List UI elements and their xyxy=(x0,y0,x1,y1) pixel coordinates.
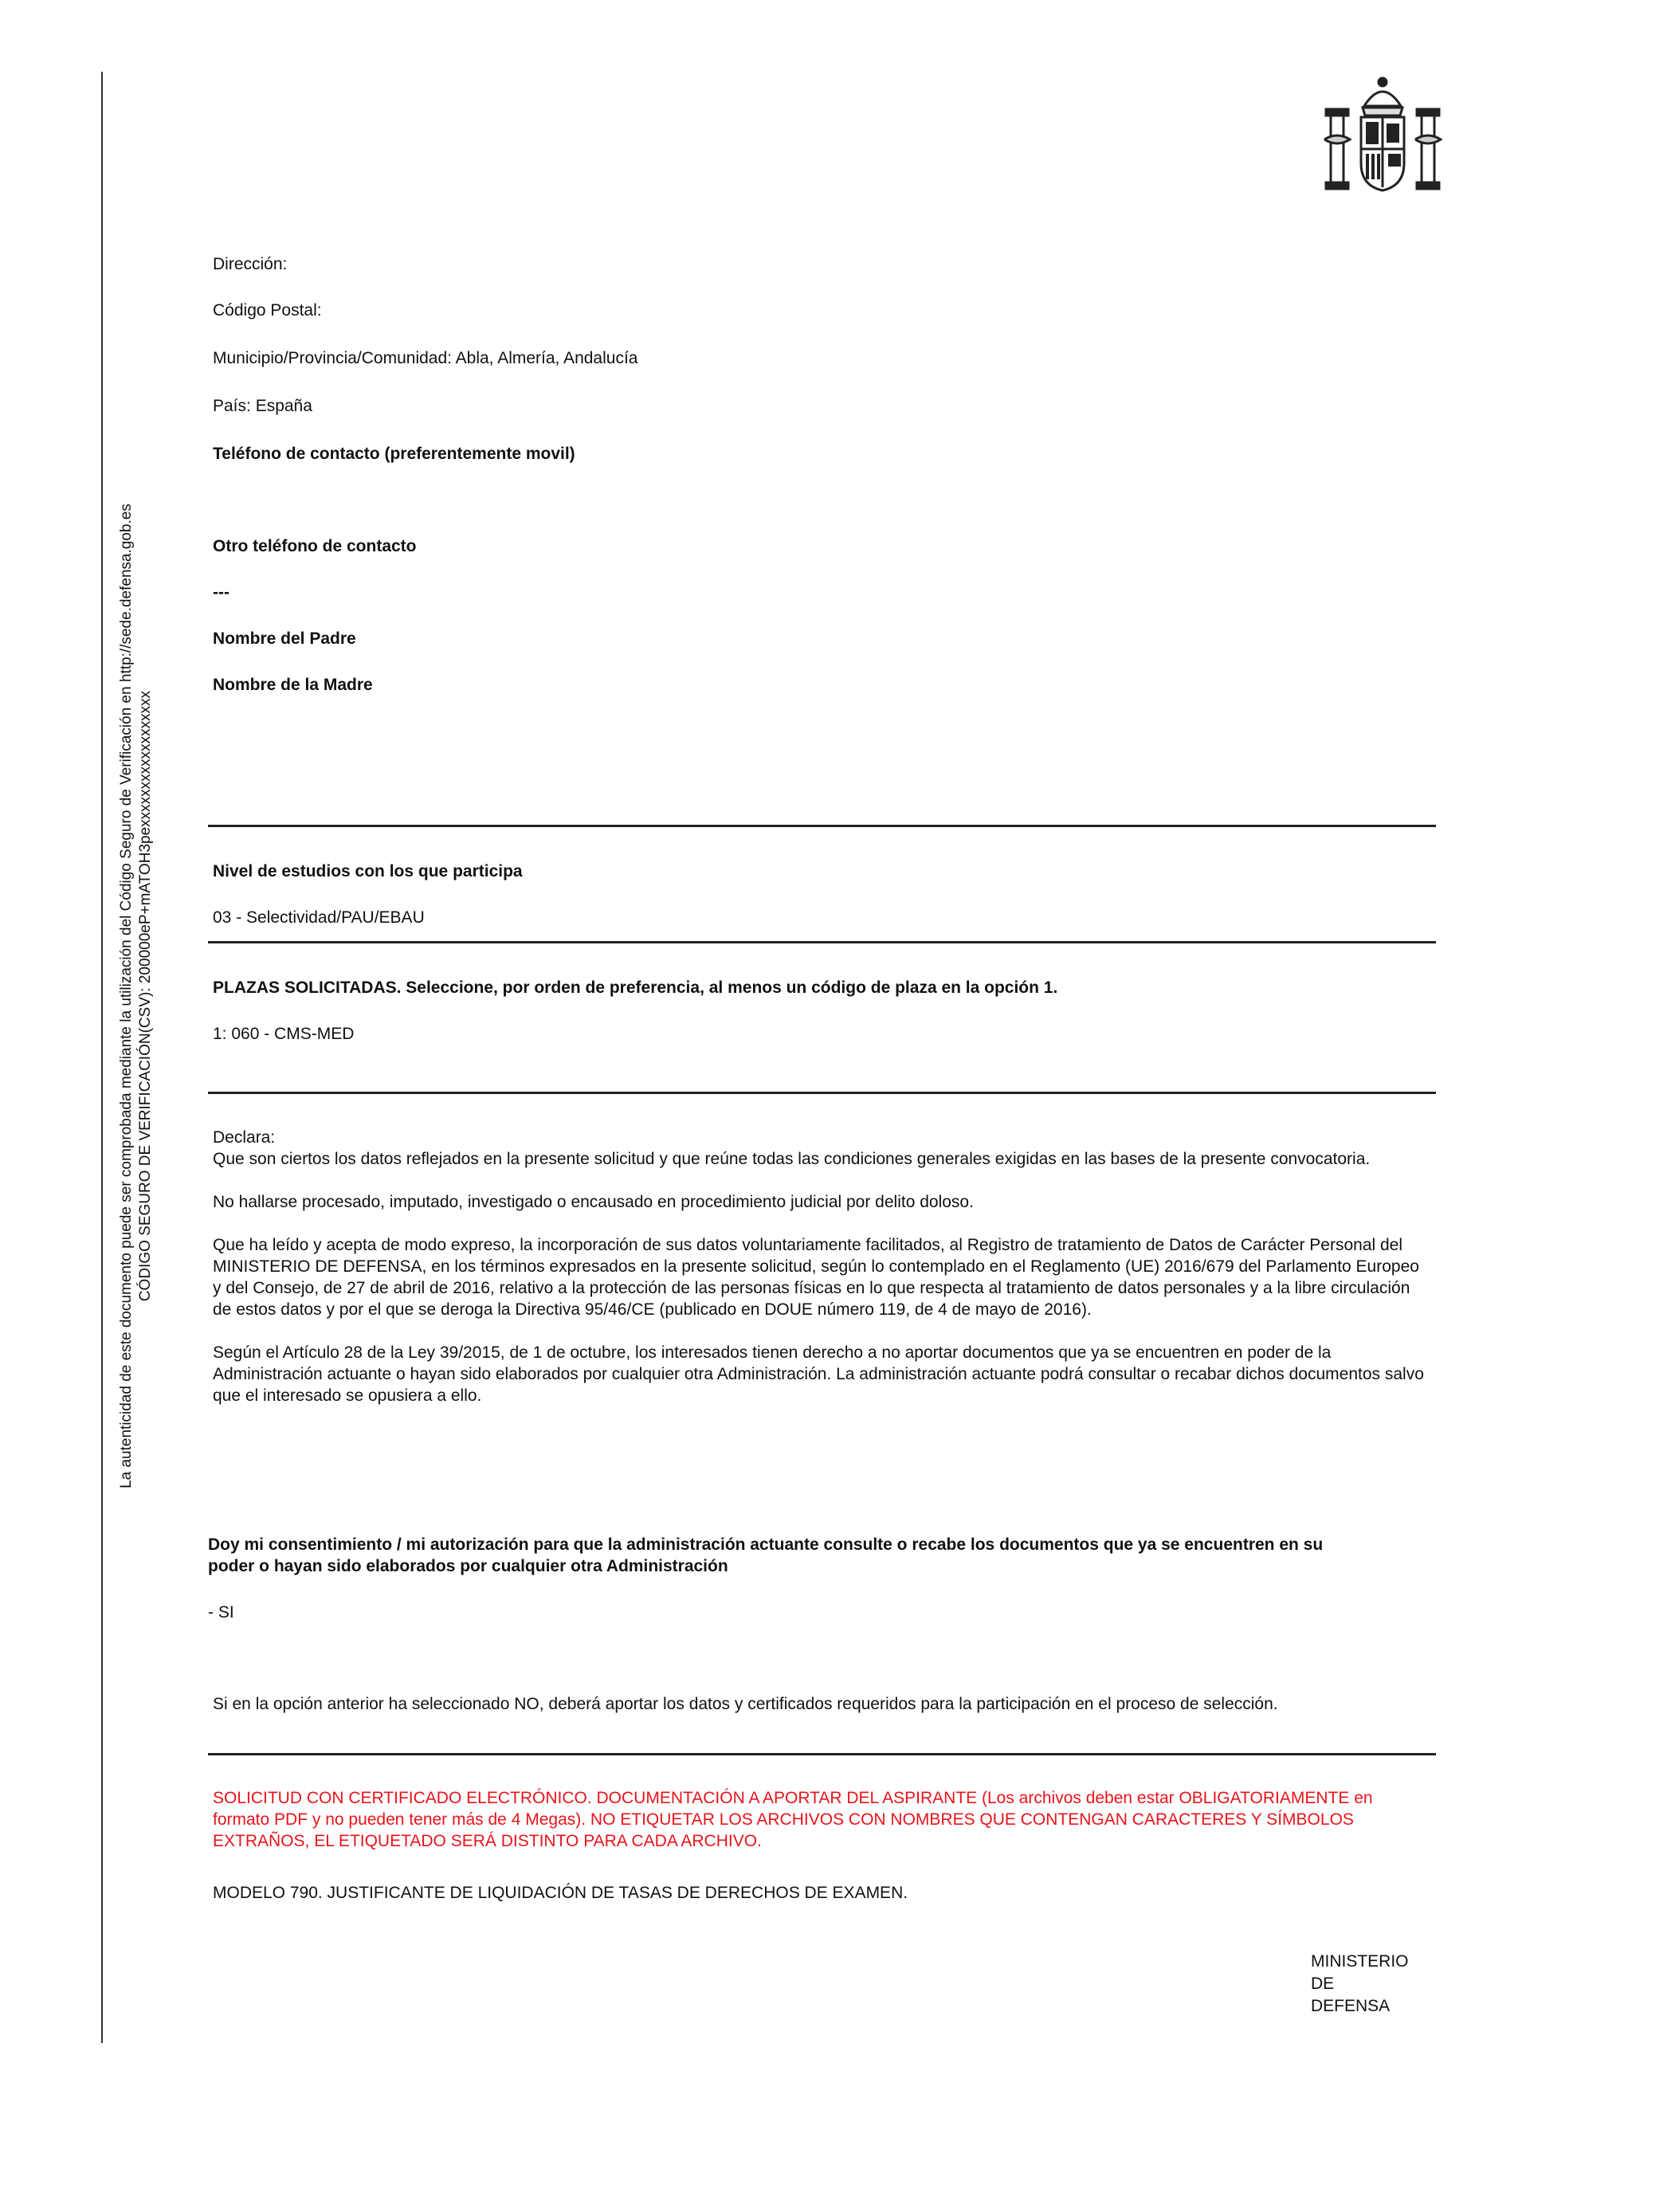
otro-telefono-label: Otro teléfono de contacto xyxy=(213,537,417,555)
verification-note-line2: CÓDIGO SEGURO DE VERIFICACIÓN(CSV): 200000eP+mATOH3pexxxxxxxxxxxxxxxxxx xyxy=(137,690,154,1302)
declara-title: Declara: xyxy=(213,1128,276,1147)
verification-note xyxy=(117,319,155,1673)
direccion-label: Dirección: xyxy=(213,255,288,273)
pais-value: País: España xyxy=(213,397,312,415)
padre-label: Nombre del Padre xyxy=(213,629,356,648)
estudios-value: 03 - Selectividad/PAU/EBAU xyxy=(213,908,425,927)
declara-p2: No hallarse procesado, imputado, investigado o encausado en procedimiento judicial por delito doloso. xyxy=(213,1193,974,1211)
otro-telefono-value: --- xyxy=(213,583,229,602)
divider xyxy=(208,1092,1436,1094)
coat-of-arms-icon xyxy=(1323,76,1442,194)
estudios-label: Nivel de estudios con los que participa xyxy=(213,862,523,880)
declara-p4: Según el Artículo 28 de la Ley 39/2015, de 1 de octubre, los interesados tienen derecho a no aportar documentos que ya se encuentren en poder de la Administración actuante o hayan sido elaborados por cualquier otra Administración. La administración actuante podrá consultar o recabar dichos documentos salvo que el interesado se opusiera a ello. xyxy=(213,1343,1424,1405)
margin-rule xyxy=(101,72,103,2043)
plazas-label: PLAZAS SOLICITADAS. Seleccione, por orden de preferencia, al menos un código de plaza en la opción 1. xyxy=(213,979,1058,997)
telefono-label: Teléfono de contacto (preferentemente movil) xyxy=(213,445,575,463)
footer-line3: DEFENSA xyxy=(1311,1997,1391,2015)
footer-line2: DE xyxy=(1311,1975,1335,1993)
declara-p1: Que son ciertos los datos reflejados en la presente solicitud y que reúne todas las condiciones generales exigidas en las bases de la presente convocatoria. xyxy=(213,1150,1371,1168)
consentimiento-note: Si en la opción anterior ha seleccionado NO, deberá aportar los datos y certificados requeridos para la participación en el proceso de selección. xyxy=(213,1695,1278,1713)
madre-label: Nombre de la Madre xyxy=(213,676,373,694)
declara-section xyxy=(213,1127,1424,1406)
documentacion-warning: SOLICITUD CON CERTIFICADO ELECTRÓNICO. DOCUMENTACIÓN A APORTAR DEL ASPIRANTE (Los archivos deben estar OBLIGATORIAMENTE en formato PDF y no pueden tener más de 4 Megas). NO ETIQUETAR LOS ARCHIVOS CON NOMBRES QUE CONTENGAN CARACTERES Y SÍMBOLOS EXTRAÑOS, EL ETIQUETADO SERÁ DISTINTO PARA CADA ARCHIVO. xyxy=(213,1789,1373,1850)
footer-line1: MINISTERIO xyxy=(1311,1952,1409,1971)
plazas-value: 1: 060 - CMS-MED xyxy=(213,1025,355,1043)
consentimiento-label: Doy mi consentimiento / mi autorización para que la administración actuante consulte o recabe los documentos que ya se encuentren en su poder o hayan sido elaborados por cualquier otra Administración xyxy=(208,1535,1324,1575)
municipio-value: Municipio/Provincia/Comunidad: Abla, Almería, Andalucía xyxy=(213,349,638,367)
declara-p3: Que ha leído y acepta de modo expreso, la incorporación de sus datos voluntariamente facilitados, al Registro de tratamiento de Datos de Carácter Personal del MINISTERIO DE DEFENSA, en los términos expresados en la presente solicitud, según lo contemplado en el Reglamento (UE) 2016/679 del Parlamento Europeo y del Consejo, de 27 de abril de 2016, relativo a la protección de las personas físicas en lo que respecta al tratamiento de datos personales y a la libre circulación de estos datos y por el que se deroga la Directiva 95/46/CE (publicado en DOUE número 119, de 4 de mayo de 2016). xyxy=(213,1236,1419,1319)
codigo-postal-label: Código Postal: xyxy=(213,301,322,320)
ministerio-footer xyxy=(1311,1951,1409,2018)
divider xyxy=(208,825,1436,827)
divider xyxy=(208,1753,1436,1755)
consentimiento-value: - SI xyxy=(208,1603,234,1622)
verification-note-line1: La autenticidad de este documento puede ser comprobada mediante la utilización del Código Seguro de Verificación en http://sede.defensa.gob.es xyxy=(118,504,135,1488)
modelo-790: MODELO 790. JUSTIFICANTE DE LIQUIDACIÓN DE TASAS DE DERECHOS DE EXAMEN. xyxy=(213,1884,908,1902)
divider xyxy=(208,941,1436,943)
